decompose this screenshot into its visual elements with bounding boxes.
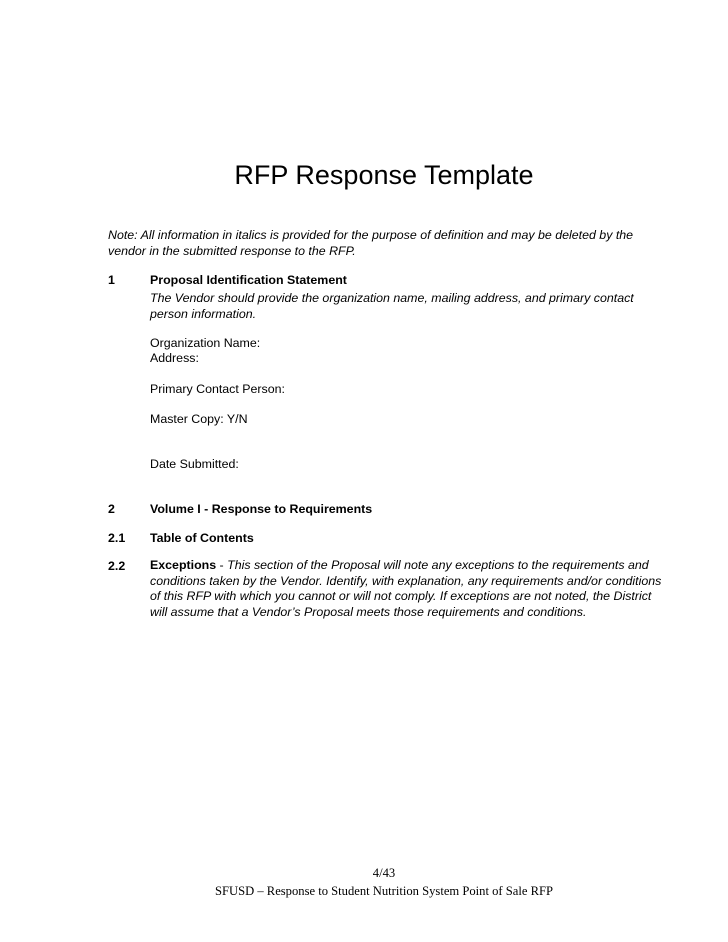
- field-master-copy: Master Copy: Y/N: [150, 412, 248, 426]
- field-date-submitted: Date Submitted:: [150, 457, 239, 471]
- page-title: RFP Response Template: [234, 160, 534, 190]
- footer-caption: SFUSD – Response to Student Nutrition System Point of Sale RFP: [215, 884, 553, 898]
- section-number: 2: [108, 502, 115, 516]
- field-primary-contact: Primary Contact Person:: [150, 382, 285, 396]
- section-heading: Exceptions: [150, 558, 217, 572]
- section-heading: Table of Contents: [150, 531, 254, 545]
- field-address: Address:: [150, 351, 199, 365]
- exceptions-paragraph: [150, 558, 670, 620]
- section-description: This section of the Proposal will note any exceptions to the requirements and conditions taken by the Vendor. Identify, with explanation, any requirements and/or conditions of this RFP with which you cannot or will not comply. If exceptions are not noted, the District will assume that a Vendor’s Proposal meets those requirements and conditions.: [150, 558, 662, 619]
- note-text: Note: All information in italics is provided for the purpose of definition and may be deleted by the vendor in the submitted response to the RFP.: [108, 228, 634, 258]
- section-heading: Volume I - Response to Requirements: [150, 502, 373, 516]
- section-number: 1: [108, 273, 115, 287]
- section-number: 2.1: [108, 531, 126, 545]
- section-heading: Proposal Identification Statement: [150, 273, 347, 287]
- section-description: The Vendor should provide the organization name, mailing address, and primary contact person information.: [150, 291, 634, 321]
- field-organization-name: Organization Name:: [150, 336, 261, 350]
- section-number: 2.2: [108, 559, 126, 573]
- heading-separator: -: [216, 558, 228, 572]
- page-number: 4/43: [372, 866, 396, 880]
